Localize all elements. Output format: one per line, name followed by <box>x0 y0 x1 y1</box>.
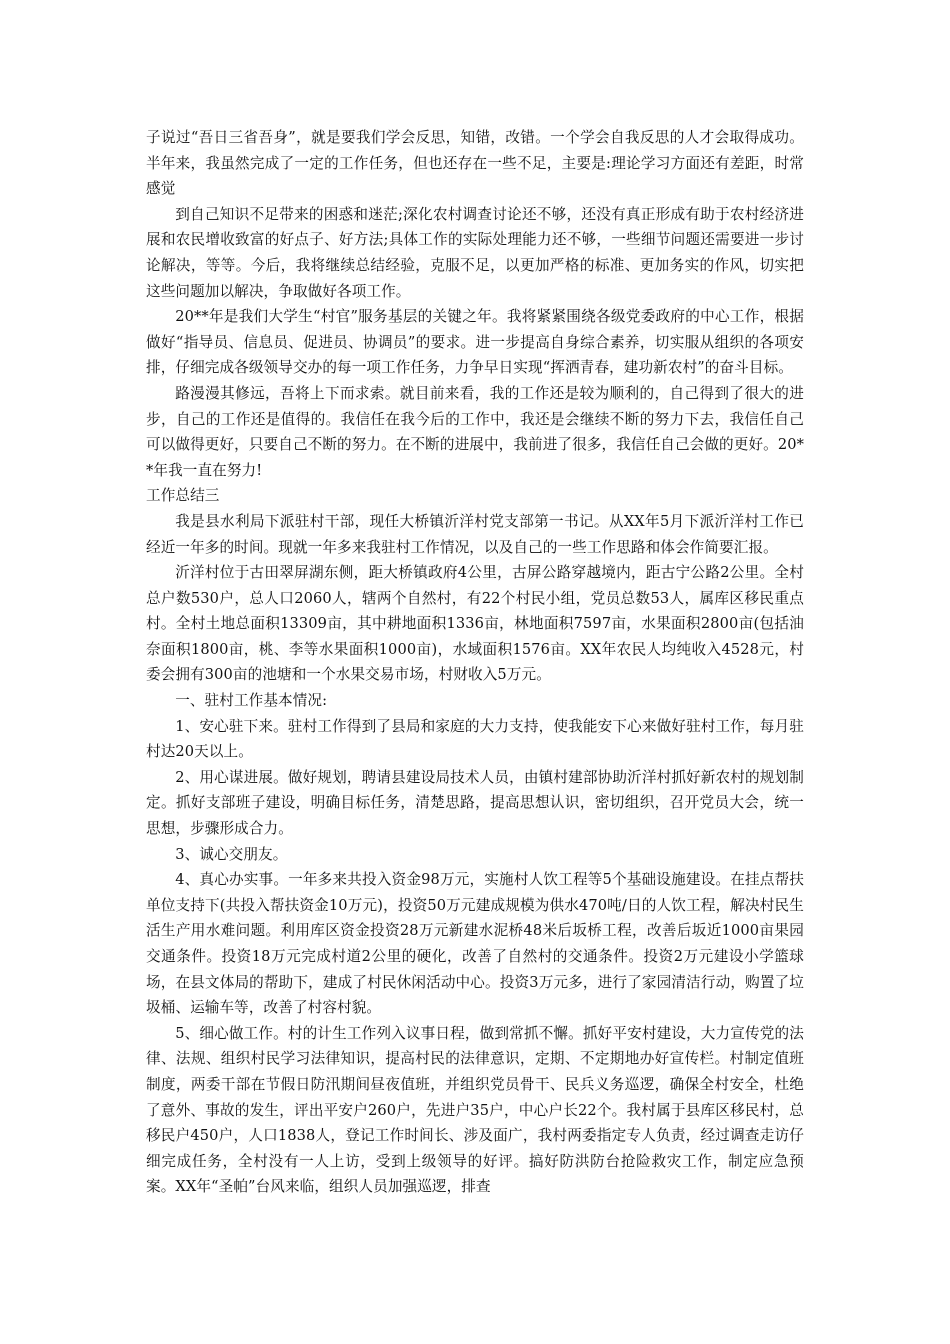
list-item-settle-down: 1、安心驻下来。驻村工作得到了县局和家庭的大力支持，使我能安下心来做好驻村工作，每月驻村达20天以上。 <box>146 717 804 761</box>
list-item-plan-development: 2、用心谋进展。做好规划，聘请县建设局技术人员，由镇村建部协助沂洋村抓好新农村的规划制定。抓好支部班子建设，明确目标任务，清楚思路，提高思想认识，密切组织，召开党员大会，统一思想，步骤形成合力。 <box>146 768 804 838</box>
paragraph-continuation: 子说过“吾日三省吾身”，就是要我们学会反思，知错，改错。一个学会自我反思的人才会取得成功。半年来，我虽然完成了一定的工作任务，但也还存在一些不足，主要是:理论学习方面还有差距，时常感觉 <box>146 129 804 198</box>
paragraph-shortcomings: 到自己知识不足带来的困惑和迷茫;深化农村调查讨论还不够，还没有真正形成有助于农村经济进展和农民增收致富的好点子、好方法;具体工作的实际处理能力还不够，一些细节问题还需要进一步讨论解决，等等。今后，我将继续总结经验，克服不足，以更加严格的标准、更加务实的作风，切实把这些问题加以解决，争取做好各项工作。 <box>146 205 804 300</box>
list-item-make-friends: 3、诚心交朋友。 <box>175 845 288 863</box>
paragraph-introduction: 我是县水利局下派驻村干部，现任大桥镇沂洋村党支部第一书记。从XX年5月下派沂洋村工作已经近一年多的时间。现就一年多来我驻村工作情况，以及自己的一些工作思路和体会作简要汇报。 <box>146 512 804 556</box>
document-page <box>146 125 804 1200</box>
list-item-practical-work: 4、真心办实事。一年多来共投入资金98万元，实施村人饮工程等5个基础设施建设。在挂点帮扶单位支持下(共投入帮扶资金10万元)，投资50万元建成规模为供水470吨/日的人饮工程，解决村民生活生产用水难问题。利用库区资金投资28万元新建水泥桥48米后坂桥工程，改善后坂近1000亩果园交通条件。投资18万元完成村道2公里的硬化，改善了自然村的交通条件。投资2万元建设小学篮球场，在县文体局的帮助下，建成了村民休闲活动中心。投资3万元多，进行了家园清洁行动，购置了垃圾桶、运输车等，改善了村容村貌。 <box>146 871 804 1017</box>
list-item-careful-work: 5、细心做工作。村的计生工作列入议事日程，做到常抓不懈。抓好平安村建设，大力宣传党的法律、法规、组织村民学习法律知识，提高村民的法律意识，定期、不定期地办好宣传栏。村制定值班制度，两委干部在节假日防汛期间昼夜值班，并组织党员骨干、民兵义务巡逻，确保全村安全，杜绝了意外、事故的发生，评出平安户260户，先进户35户，中心户长22个。我村属于县库区移民村，总移民户450户，人口1838人，登记工作时间长、涉及面广，我村两委指定专人负责，经过调查走访仔细完成任务，全村没有一人上访，受到上级领导的好评。搞好防洪防台抢险救灾工作，制定应急预案。XX年“圣帕”台风来临，组织人员加强巡逻，排查 <box>146 1024 804 1196</box>
paragraph-closing: 路漫漫其修远，吾将上下而求索。就目前来看，我的工作还是较为顺利的，自己得到了很大的进步，自己的工作还是值得的。我信任在我今后的工作中，我还是会继续不断的努力下去，我信任自己可以做得更好，只要自己不断的努力。在不断的进展中，我前进了很多，我信任自己会做的更好。20**年我一直在努力! <box>146 384 805 479</box>
paragraph-village-overview: 沂洋村位于古田翠屏湖东侧，距大桥镇政府4公里，古屏公路穿越境内，距古宁公路2公里。全村总户数530户，总人口2060人，辖两个自然村，有22个村民小组，党员总数53人，属库区移民重点村。全村土地总面积13309亩，其中耕地面积1336亩，林地面积7597亩，水果面积2800亩(包括油奈面积1800亩，桃、李等水果面积1000亩)，水域面积1576亩。XX年农民人均纯收入4528元，村委会拥有300亩的池塘和一个水果交易市场，村财收入5万元。 <box>146 564 804 684</box>
paragraph-next-year-goals: 20**年是我们大学生“村官”服务基层的关键之年。我将紧紧围绕各级党委政府的中心工作，根据做好“指导员、信息员、促进员、协调员”的要求。进一步提高自身综合素养，切实服从组织的各项安排，仔细完成各级领导交办的每一项工作任务，力争早日实现“挥洒青春，建功新农村”的奋斗目标。 <box>146 308 804 377</box>
subheading-basic-situation: 一、驻村工作基本情况: <box>175 692 328 710</box>
section-heading-summary-three: 工作总结三 <box>146 487 220 505</box>
